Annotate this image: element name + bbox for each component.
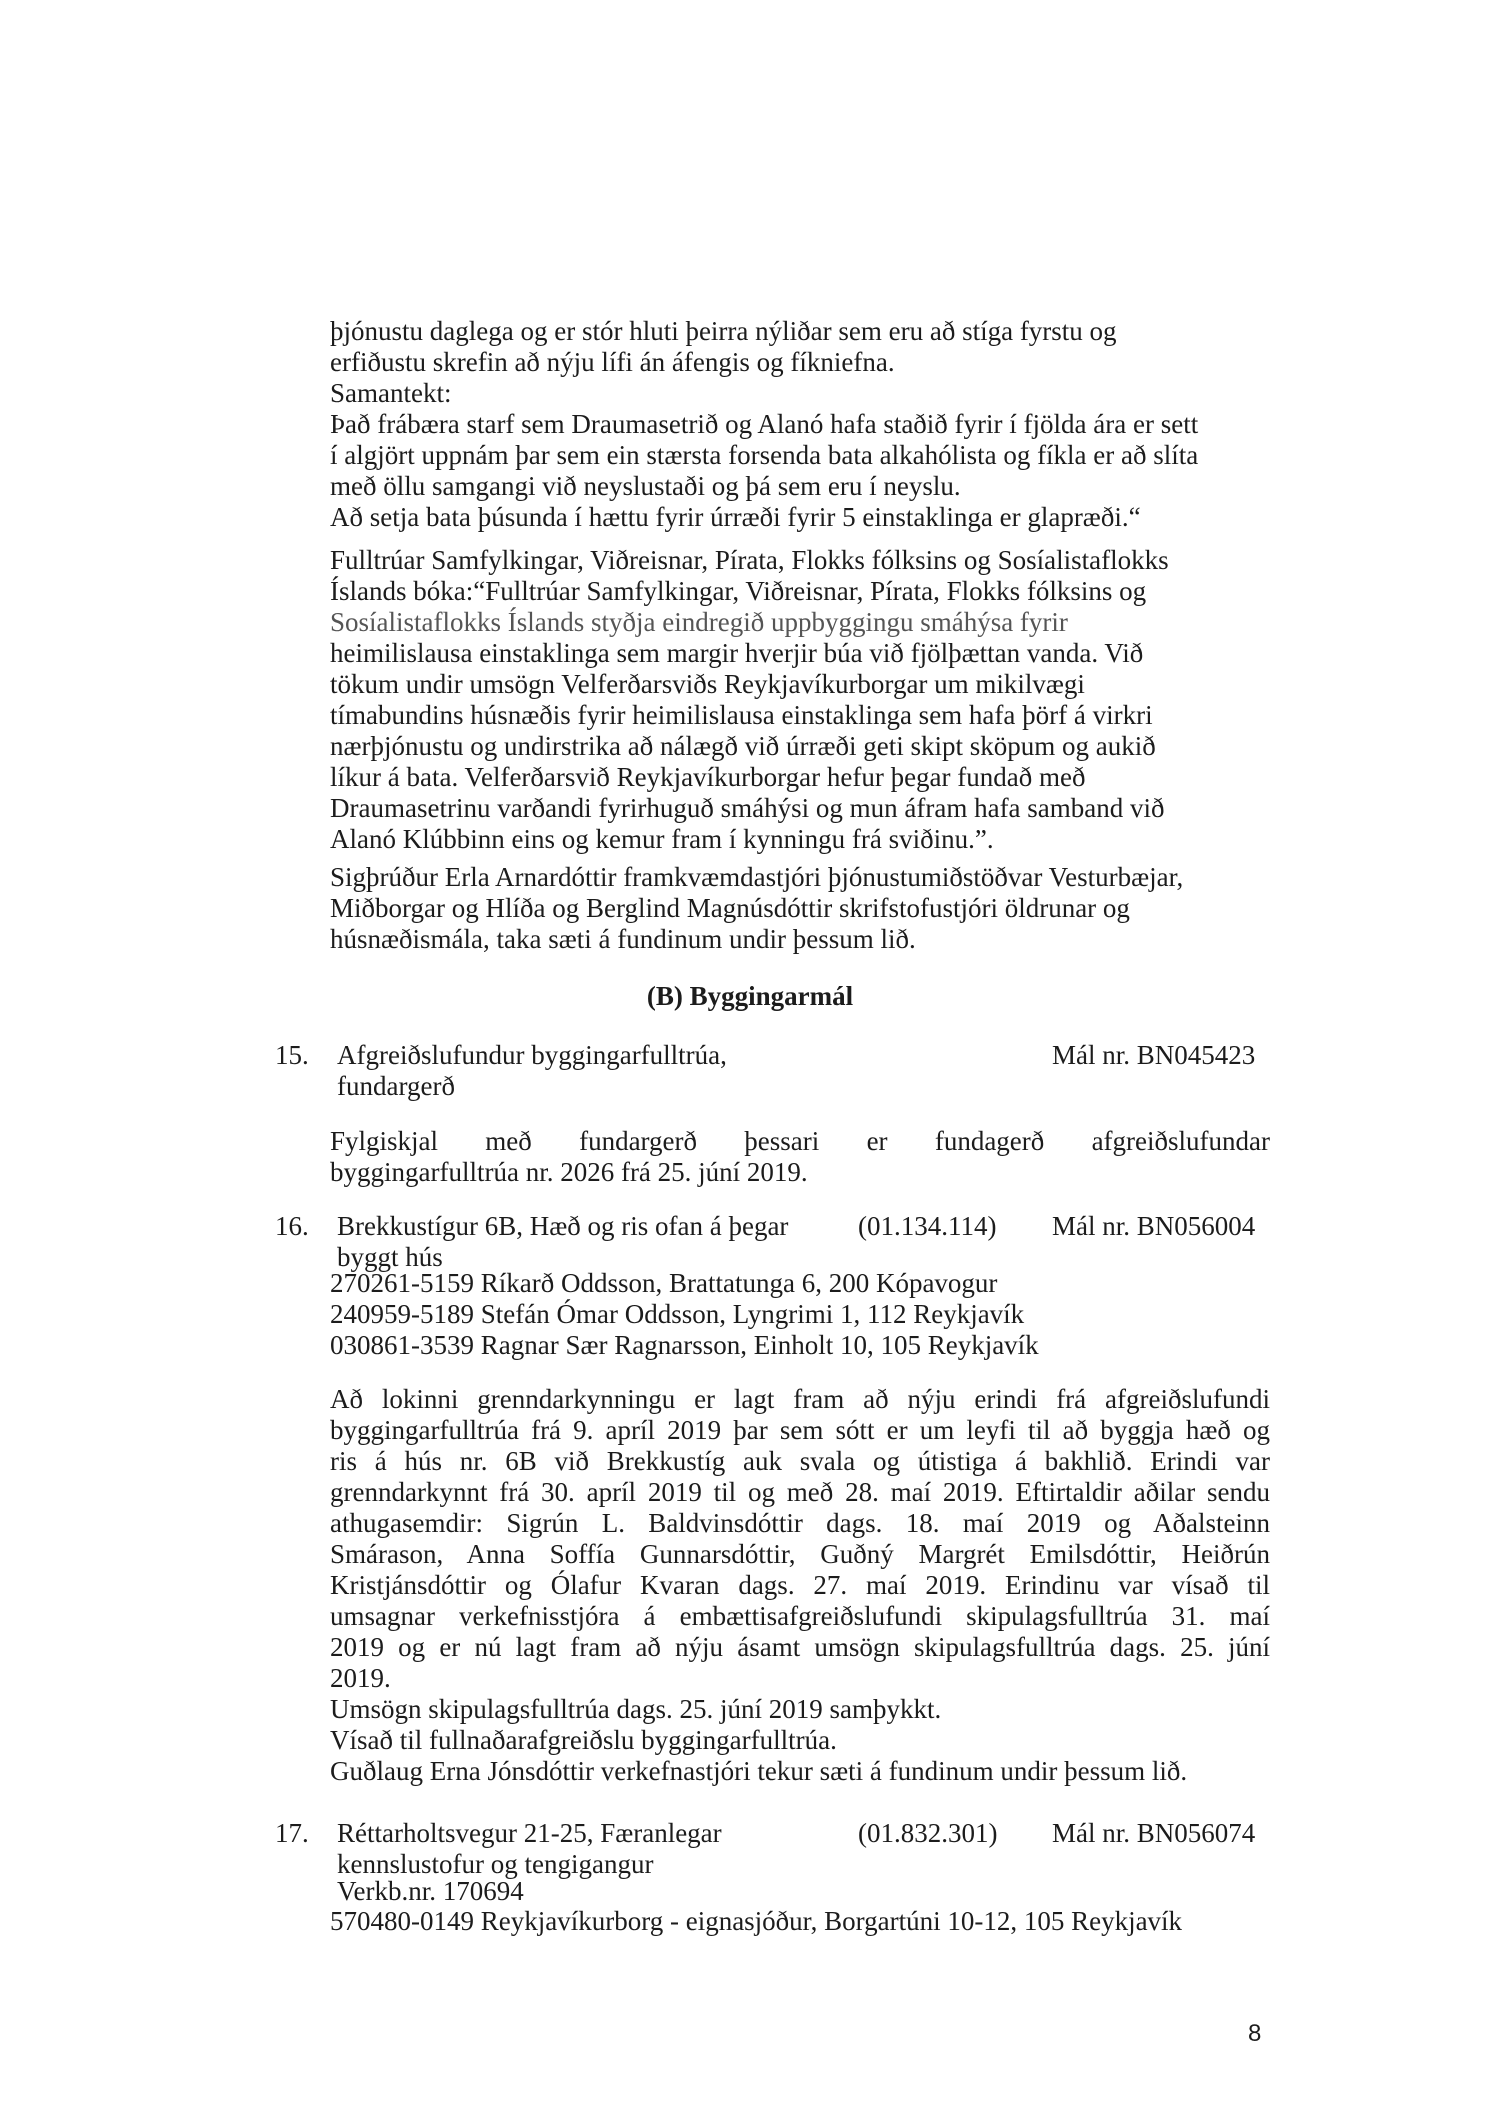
text-line: í algjört uppnám þar sem ein stærsta forsenda bata alkahólista og fíkla er að slíta [330,440,1199,470]
text-line: Það frábæra starf sem Draumasetrið og Alanó hafa staðið fyrir í fjölda ára er sett [330,409,1199,439]
item-body [330,1384,1270,1756]
text-line: Fulltrúar Samfylkingar, Viðreisnar, Pírata, Flokks fólksins og Sosíalistaflokks [330,545,1169,575]
item-body [330,1126,1270,1188]
text-line: umsagnar verkefnisstjóra á embættisafgreiðslufundi skipulagsfulltrúa 31. maí [330,1601,1270,1631]
text-line: Sigþrúður Erla Arnardóttir framkvæmdastjóri þjónustumiðstöðvar Vesturbæjar, [330,862,1184,892]
text-line: Að lokinni grenndarkynningu er lagt fram að nýju erindi frá afgreiðslufundi [330,1384,1270,1414]
item-attendance [330,1756,1270,1787]
text-line: grenndarkynnt frá 30. apríl 2019 til og með 28. maí 2019. Eftirtaldir aðilar sendu [330,1477,1270,1507]
text-line: 2019 og er nú lagt fram að nýju ásamt umsögn skipulagsfulltrúa dags. 25. júní [330,1632,1270,1662]
party-line: 240959-5189 Stefán Ómar Oddsson, Lyngrimi 1, 112 Reykjavík [330,1299,1025,1329]
text-line: Sosíalistaflokks Íslands styðja eindregið uppbyggingu smáhýsa fyrir [330,607,1068,637]
text-line: erfiðustu skrefin að nýju lífi án áfengis og fíkniefna. [330,347,895,377]
bokun-paragraph [330,545,1270,855]
attendance-paragraph [330,862,1270,955]
text-line: ris á hús nr. 6B við Brekkustíg auk svala og útistiga á bakhlið. Erindi var [330,1446,1270,1476]
item-number: 17. [275,1818,309,1848]
text-line: húsnæðismála, taka sæti á fundinum undir þessum lið. [330,924,916,954]
text-line: Kristjánsdóttir og Ólafur Kvaran dags. 27. maí 2019. Erindinu var vísað til [330,1570,1270,1600]
text-line: Guðlaug Erna Jónsdóttir verkefnastjóri tekur sæti á fundinum undir þessum lið. [330,1756,1188,1786]
text-line: heimilislausa einstaklinga sem margir hverjir búa við fjölþættan vanda. Við [330,638,1144,668]
text-line: Smárason, Anna Soffía Gunnarsdóttir, Guðný Margrét Emilsdóttir, Heiðrún [330,1539,1270,1569]
item-title: Réttarholtsvegur 21-25, Færanlegar [337,1818,722,1848]
party-line: 030861-3539 Ragnar Sær Ragnarsson, Einholt 10, 105 Reykjavík [330,1330,1039,1360]
text-line: Samantekt: [330,378,452,408]
section-heading: (B) Byggingarmál [646,981,854,1011]
text-line: 2019. [330,1663,391,1693]
text-line: Að setja bata þúsunda í hættu fyrir úrræði fyrir 5 einstaklinga er glapræði.“ [330,502,1141,532]
item-number: 15. [275,1040,309,1070]
party-line: 270261-5159 Ríkarð Oddsson, Brattatunga 6, 200 Kópavogur [330,1268,998,1298]
intro-paragraph [330,316,1270,533]
party-line: 570480-0149 Reykjavíkurborg - eignasjóður, Borgartúni 10-12, 105 Reykjavík [330,1906,1183,1936]
text-line: þjónustu daglega og er stór hluti þeirra nýliðar sem eru að stíga fyrstu og [330,316,1117,346]
text-line: tökum undir umsögn Velferðarsviðs Reykjavíkurborgar um mikilvægi [330,669,1085,699]
text-line: með öllu samgangi við neyslustaði og þá sem eru í neyslu. [330,471,961,501]
land-reference: (01.134.114) [858,1211,997,1241]
text-line: athugasemdir: Sigrún L. Baldvinsdóttir dags. 18. maí 2019 og Aðalsteinn [330,1508,1270,1538]
parties-list [330,1268,1270,1361]
item-title: Brekkustígur 6B, Hæð og ris ofan á þegar [337,1211,789,1241]
case-number: Mál nr. BN056074 [1052,1818,1256,1848]
land-reference: (01.832.301) [858,1818,998,1848]
decision-line: Vísað til fullnaðarafgreiðslu byggingarfulltrúa. [330,1725,837,1755]
text-line: tímabundins húsnæðis fyrir heimilislausa einstaklinga sem hafa þörf á virkri [330,700,1153,730]
text-line: byggingarfulltrúa nr. 2026 frá 25. júní 2019. [330,1157,808,1187]
item-title: fundargerð [337,1071,455,1101]
text-line: nærþjónustu og undirstrika að nálægð við úrræði geti skipt sköpum og aukið [330,731,1156,761]
item-title: byggt hús [337,1242,443,1272]
item-title: kennslustofur og tengigangur [337,1849,654,1879]
item-title: Afgreiðslufundur byggingarfulltrúa, [337,1040,727,1070]
text-line: Miðborgar og Hlíða og Berglind Magnúsdóttir skrifstofustjóri öldrunar og [330,893,1130,923]
text-line: Draumasetrinu varðandi fyrirhuguð smáhýsi og mun áfram hafa samband við [330,793,1165,823]
page-number: 8 [1248,2020,1262,2047]
case-number: Mál nr. BN045423 [1052,1040,1256,1070]
text-line: líkur á bata. Velferðarsvið Reykjavíkurborgar hefur þegar fundað með [330,762,1086,792]
case-number: Mál nr. BN056004 [1052,1211,1256,1241]
text-line: Fylgiskjal með fundargerð þessari er fundagerð afgreiðslufundar [330,1126,1270,1156]
item-number: 16. [275,1211,309,1241]
text-line: byggingarfulltrúa frá 9. apríl 2019 þar sem sótt er um leyfi til að byggja hæð og [330,1415,1270,1445]
decision-line: Umsögn skipulagsfulltrúa dags. 25. júní 2019 samþykkt. [330,1694,942,1724]
work-number: Verkb.nr. 170694 [337,1876,524,1906]
text-line: Íslands bóka:“Fulltrúar Samfylkingar, Viðreisnar, Pírata, Flokks fólksins og [330,576,1147,606]
text-line: Alanó Klúbbinn eins og kemur fram í kynningu frá sviðinu.”. [330,824,994,854]
